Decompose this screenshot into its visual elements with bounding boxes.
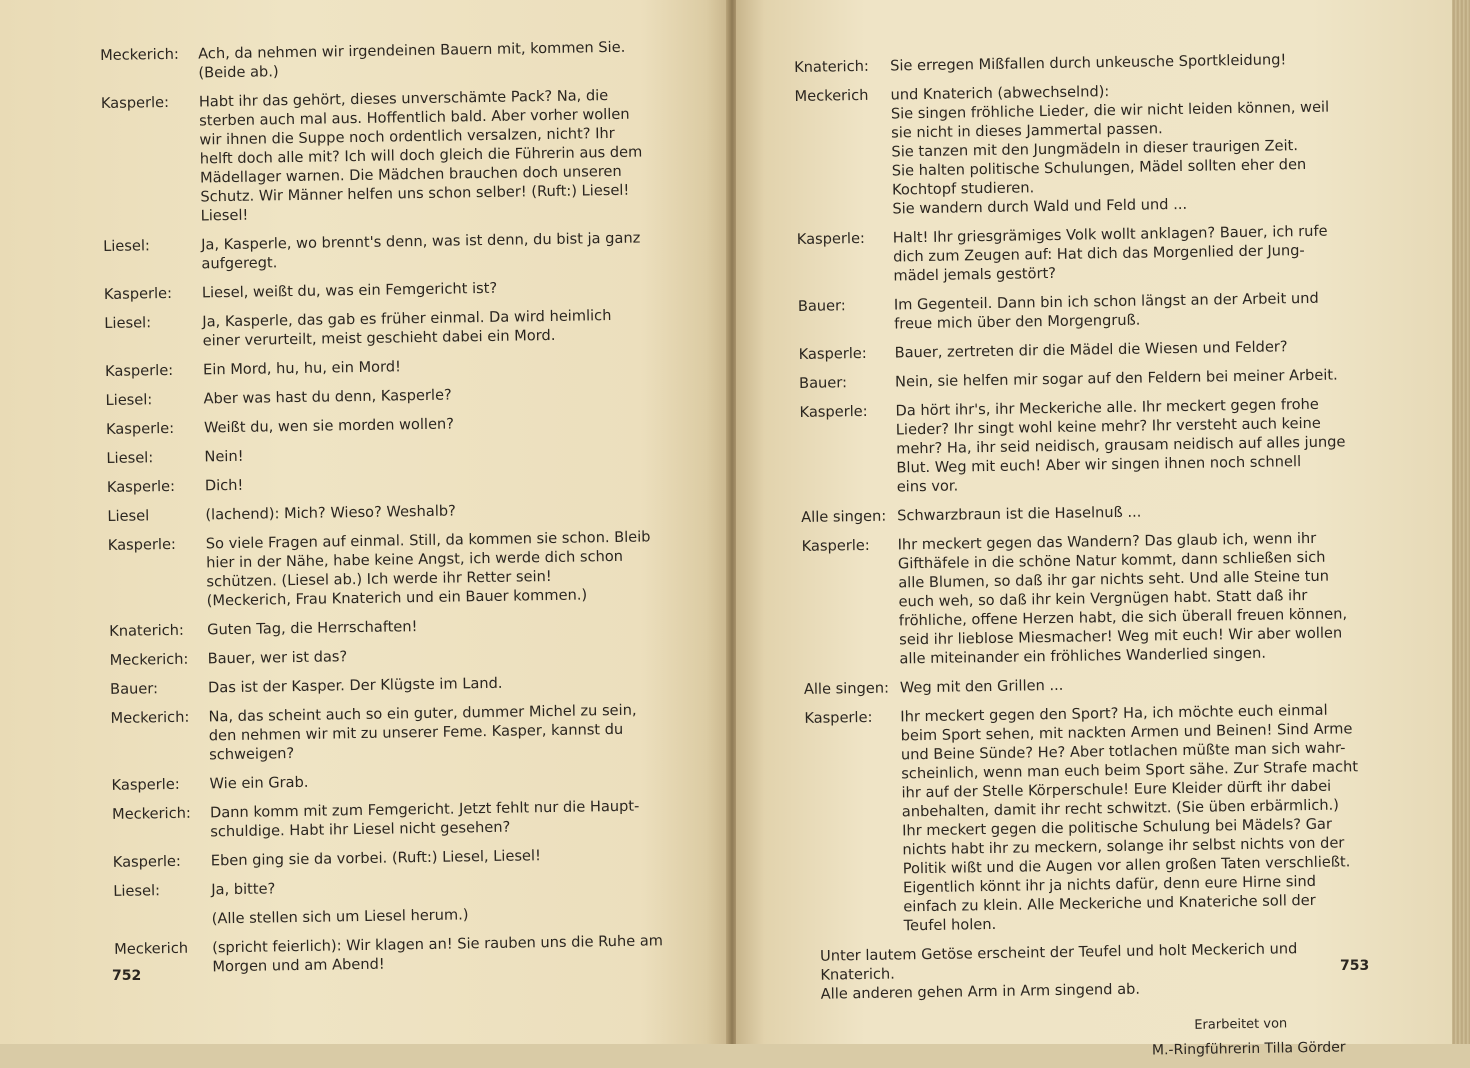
speaker-name: Kasperle: <box>107 535 177 554</box>
right-page-number: 753 <box>1340 958 1370 974</box>
dialog-entry <box>799 336 1365 364</box>
speech-line: Habt ihr das gehört, dieses unverschämte Pack? Na, die <box>198 87 609 111</box>
speech-line: Eigentlich könnt ihr ja nichts dafür, denn eure Hirne sind <box>902 872 1317 897</box>
dialog-entry <box>110 700 683 766</box>
speech-line: ihr auf der Stelle Körperschule! Eure Kleider dürft ihr dabei <box>901 777 1332 802</box>
speech-line: Guten Tag, die Herrschaften! <box>207 618 418 639</box>
dialog-entry <box>797 221 1364 287</box>
speech-line: Wie ein Grab. <box>209 773 309 793</box>
speech-text <box>212 902 686 928</box>
speaker-name: Meckerich: <box>110 708 190 727</box>
speech-line: scheinlich, wenn man euch beim Sport sähe. Zur Strafe macht <box>901 758 1359 783</box>
dialog-entry <box>110 671 682 699</box>
speech-line: Ihr meckert gegen den Sport? Ha, ich möchte euch einmal <box>900 701 1328 726</box>
speech-line: Da hört ihr's, ihr Meckeriche alle. Ihr meckert gegen frohe <box>895 395 1319 420</box>
speech-line: Politik wißt und die Augen vor allen großen Taten verschließt. <box>902 853 1351 878</box>
speech-text <box>898 528 1370 668</box>
speech-line: mehr? Ha, ihr seid neidisch, grausam neidisch auf alles junge <box>896 433 1346 458</box>
dialog-entry <box>109 613 681 641</box>
right-entries <box>794 49 1374 937</box>
speaker-name: Kasperle: <box>106 477 176 496</box>
speech-line: Sie wandern durch Wald und Feld und ... <box>892 195 1188 218</box>
speech-text <box>205 469 679 495</box>
speech-line: Im Gegenteil. Dann bin ich schon längst an der Arbeit und <box>893 289 1319 314</box>
speaker-name: Bauer: <box>797 297 846 315</box>
dialog-entry <box>104 276 676 304</box>
speaker-name: Kasperle: <box>796 229 866 248</box>
speech-line: Schutz. Wir Männer helfen uns schon selber! (Ruft:) Liesel! <box>200 181 630 206</box>
dialog-entry <box>103 228 676 275</box>
speech-line: fröhliche, offene Herzen habt, die sich überall freuen können, <box>898 605 1348 630</box>
speaker-name: Bauer: <box>109 680 159 698</box>
speaker-name: Bauer: <box>798 374 848 392</box>
speaker-name: Meckerich <box>114 939 189 958</box>
author-credit <box>809 1011 1376 1068</box>
dialog-entry <box>105 353 677 381</box>
speech-line: Aber was hast du denn, Kasperle? <box>203 386 452 408</box>
speech-line: Halt! Ihr griesgrämiges Volk wollt anklagen? Bauer, ich rufe <box>892 222 1328 247</box>
speech-text <box>209 767 683 793</box>
dialog-entry <box>794 78 1362 220</box>
speaker-name: Knaterich: <box>109 621 185 640</box>
speech-line: Dich! <box>204 476 244 495</box>
dialog-entry <box>105 382 677 410</box>
speech-line: Ihr meckert gegen das Wandern? Das glaub ich, wenn ihr <box>897 529 1317 554</box>
dialog-entry <box>113 873 685 901</box>
speech-line: mädel jemals gestört? <box>893 264 1057 285</box>
speech-line: alle Blumen, so daß ihr gar nichts seht. Und alle Steine tun <box>898 567 1330 592</box>
speaker-name: Liesel: <box>103 237 150 255</box>
dialog-entry <box>114 931 687 978</box>
dialog-entry <box>101 85 675 227</box>
speech-line: beim Sport sehen, mit nackten Armen und Beinen! Sind Arme <box>900 720 1353 745</box>
speech-line: Schwarzbraun ist die Haselnuß ... <box>897 503 1142 525</box>
dialog-entry <box>802 528 1370 670</box>
speech-line: Dann komm mit zum Femgericht. Jetzt fehlt nur die Haupt- <box>209 797 640 822</box>
dialog-entry <box>104 305 677 352</box>
left-dialog <box>100 37 687 988</box>
speech-line: Sie tanzen mit den Jungmädeln in dieser traurigen Zeit. <box>891 137 1299 161</box>
speech-line: Ja, bitte? <box>211 880 276 899</box>
speaker-name: Kasperle: <box>100 93 170 112</box>
speech-text <box>204 440 678 466</box>
speech-line: (Meckerich, Frau Knaterich und ein Bauer kommen.) <box>206 586 588 610</box>
speaker-name: Alle singen: <box>801 507 887 526</box>
speech-line: Liesel! <box>200 206 249 225</box>
speech-line: schuldige. Habt ihr Liesel nicht gesehen? <box>210 818 511 841</box>
speaker-name: Kasperle: <box>804 708 873 727</box>
speech-line: Ja, Kasperle, wo brennt's denn, was ist denn, du bist ja ganz <box>201 229 641 254</box>
speech-text <box>895 365 1365 391</box>
speech-line: So viele Fragen auf einmal. Still, da kommen sie schon. Bleib <box>205 528 651 553</box>
speaker-name: Kasperle: <box>103 284 173 303</box>
speech-text <box>900 671 1370 697</box>
speech-line: Bauer, wer ist das? <box>207 648 348 668</box>
dialog-entry <box>100 37 673 84</box>
stage-direction-line: Alle anderen gehen Arm in Arm singend ab. <box>820 980 1141 1003</box>
speech-line: Lieder? Ihr singt wohl keine mehr? Ihr versteht auch keine <box>895 414 1321 439</box>
dialog-entry <box>804 671 1370 699</box>
speech-line: Nein, sie helfen mir sogar auf den Feldern bei meiner Arbeit. <box>894 366 1338 391</box>
speaker-name: Meckerich: <box>100 45 180 64</box>
speech-text <box>893 221 1364 285</box>
left-page <box>0 0 728 1044</box>
speech-text <box>897 499 1367 525</box>
dialog-entry <box>112 796 685 843</box>
speech-text <box>890 78 1362 218</box>
speaker-name: Kasperle: <box>801 536 870 555</box>
speech-text <box>890 49 1360 75</box>
speech-line: sterben auch mal aus. Hoffentlich bald. Aber vorher wollen <box>199 105 630 130</box>
speech-line: Teufel holen. <box>903 915 997 935</box>
speech-line: Morgen und am Abend! <box>212 955 385 976</box>
speech-text <box>894 288 1365 333</box>
speaker-name: Liesel: <box>106 449 154 467</box>
stage-direction <box>820 938 1375 1004</box>
dialog-entry <box>794 49 1360 77</box>
speaker-name: Kasperle: <box>799 402 868 421</box>
speech-line: (lachend): Mich? Wieso? Weshalb? <box>205 502 456 524</box>
stage-direction-line: Unter lautem Getöse erscheint der Teufel und holt Meckerich und Knaterich. <box>819 940 1298 984</box>
speech-line: (Alle stellen sich um Liesel herum.) <box>211 906 469 928</box>
speaker-name: Kasperle: <box>112 852 182 871</box>
speaker-name <box>114 909 212 930</box>
speech-text <box>207 613 681 639</box>
speech-text <box>211 873 685 899</box>
speaker-name: Kasperle: <box>105 419 175 438</box>
speech-text <box>894 336 1364 362</box>
speaker-name: Meckerich: <box>109 650 189 669</box>
speech-text <box>198 37 673 82</box>
speech-text <box>900 700 1374 935</box>
speech-line: eins vor. <box>896 477 959 496</box>
speech-line: wir ihnen die Suppe noch ordentlich versalzen, nicht? Ihr <box>199 124 615 149</box>
dialog-entry <box>108 527 681 612</box>
speaker-name: Knaterich: <box>794 57 869 76</box>
speech-line: Ach, da nehmen wir irgendeinen Bauern mit, kommen Sie. <box>198 38 626 63</box>
speech-line: alle miteinander ein fröhliches Wanderlied singen. <box>899 644 1267 668</box>
speech-line: seid ihr lieblose Miesmacher! Weg mit euch! Wir aber wollen <box>899 624 1343 649</box>
speaker-name: Meckerich: <box>111 804 191 823</box>
speaker-name: Kasperle: <box>111 775 180 794</box>
speech-line: Mädellager warnen. Die Mädchen brauchen doch unseren <box>199 162 622 187</box>
speech-line: Ihr meckert gegen die politische Schulung bei Mädels? Gar <box>902 815 1333 840</box>
speech-line: einer verurteilt, meist geschieht dabei ein Mord. <box>202 326 556 350</box>
speech-line: Sie halten politische Schulungen, Mädel sollten eher den <box>891 155 1307 180</box>
speech-line: Na, das scheint auch so ein guter, dummer Michel zu sein, <box>208 701 637 726</box>
speech-line: (Beide ab.) <box>198 63 279 82</box>
right-dialog <box>794 49 1376 1068</box>
dialog-entry <box>110 642 682 670</box>
dialog-entry <box>106 411 678 439</box>
credit-author: M.-Ringführerin Tilla Görder <box>1151 1039 1346 1059</box>
dialog-entry <box>801 499 1367 527</box>
speech-line: Weißt du, wen sie morden wollen? <box>203 415 455 437</box>
speech-line: (spricht feierlich): Wir klagen an! Sie rauben uns die Ruhe am <box>212 932 664 957</box>
speech-text <box>199 85 675 225</box>
speech-text <box>202 276 676 302</box>
speaker-name: Liesel: <box>104 314 152 332</box>
dialog-entry <box>107 469 679 497</box>
speaker-name: Liesel <box>107 507 150 525</box>
speaker-name: Liesel: <box>105 391 153 409</box>
speech-line: Weg mit den Grillen ... <box>899 676 1064 697</box>
speech-line: schützen. (Liesel ab.) Ich werde ihr Retter sein! <box>206 567 552 591</box>
dialog-entry <box>114 902 686 930</box>
speech-text <box>210 796 685 841</box>
speech-text <box>205 498 679 524</box>
dialog-entry <box>799 394 1366 498</box>
speech-text <box>203 353 677 379</box>
right-page <box>736 0 1456 1059</box>
speech-line: Bauer, zertreten dir die Mädel die Wiesen und Felder? <box>894 338 1288 362</box>
speech-line: und Beine Sünde? He? Aber totlachen müßte man sich wahr- <box>900 739 1346 764</box>
dialog-entry <box>113 844 685 872</box>
speech-text <box>211 844 685 870</box>
speech-text <box>202 305 677 350</box>
speech-text <box>208 700 683 764</box>
speech-text <box>204 411 678 437</box>
speaker-name: Liesel: <box>113 882 161 900</box>
speaker-name: Meckerich <box>794 86 869 105</box>
speech-line: euch weh, so daß ihr kein Vergnügen habt. Statt daß ihr <box>898 587 1308 611</box>
speech-text <box>203 382 677 408</box>
speech-line: Nein! <box>204 447 244 466</box>
speech-line: Kochtopf studieren. <box>891 179 1035 199</box>
speaker-name: Alle singen: <box>803 679 890 698</box>
speech-line: Das ist der Kasper. Der Klügste im Land. <box>207 674 503 697</box>
speech-line: und Knaterich (abwechselnd): <box>890 83 1110 104</box>
speech-text <box>206 527 681 610</box>
speech-text <box>208 671 682 697</box>
speech-line: helft doch alle mit? Ich will doch gleich die Führerin aus dem <box>199 143 643 168</box>
speech-line: einfach zu klein. Alle Meckeriche und Knateriche soll der <box>903 891 1316 916</box>
speech-line: Sie singen fröhliche Lieder, die wir nicht leiden können, weil <box>890 98 1330 123</box>
dialog-entry <box>111 767 683 795</box>
dialog-entry <box>106 440 678 468</box>
speech-line: Ja, Kasperle, das gab es früher einmal. Da wird heimlich <box>202 307 612 331</box>
speech-line: sie nicht in dieses Jammertal passen. <box>891 120 1163 142</box>
speech-line: Blut. Weg mit euch! Aber wir singen ihnen noch schnell <box>896 453 1302 477</box>
speaker-name: Kasperle: <box>798 344 867 363</box>
page-edge <box>1452 0 1470 1044</box>
speech-line: freue mich über den Morgengruß. <box>894 311 1141 333</box>
speech-line: Gifthäfele in die schöne Natur kommt, dann schließen sich <box>897 548 1326 573</box>
left-page-number: 752 <box>112 968 142 984</box>
speech-line: nichts habt ihr zu meckern, solange ihr selbst nichts von der <box>902 834 1345 859</box>
speech-line: Sie erregen Mißfallen durch unkeusche Sportkleidung! <box>890 51 1287 75</box>
speech-text <box>895 394 1366 496</box>
dialog-entry <box>799 365 1365 393</box>
speech-line: hier in der Nähe, habe keine Angst, ich werde dich schon <box>205 547 624 572</box>
dialog-entry <box>804 700 1374 937</box>
speaker-name: Kasperle: <box>104 361 174 380</box>
speech-line: den nehmen wir mit zu unserer Feme. Kasper, kannst du <box>208 720 624 745</box>
speech-line: aufgeregt. <box>201 254 278 273</box>
speech-line: schweigen? <box>209 745 295 764</box>
speech-line: anbehalten, damit ihr recht schwitzt. (Sie üben erbärmlich.) <box>901 796 1340 821</box>
speech-text <box>201 228 676 273</box>
speech-line: Liesel, weißt du, was ein Femgericht ist? <box>201 279 498 302</box>
dialog-entry <box>798 288 1365 335</box>
credit-label: Erarbeitet von <box>1194 1016 1288 1033</box>
speech-line: Eben ging sie da vorbei. (Ruft:) Liesel, Liesel! <box>210 847 541 870</box>
speech-text <box>212 931 687 976</box>
speech-line: Ein Mord, hu, hu, ein Mord! <box>202 358 402 379</box>
speech-line: dich zum Zeugen auf: Hat dich das Morgenlied der Jung- <box>893 242 1305 266</box>
speech-text <box>207 642 681 668</box>
dialog-entry <box>107 498 679 526</box>
